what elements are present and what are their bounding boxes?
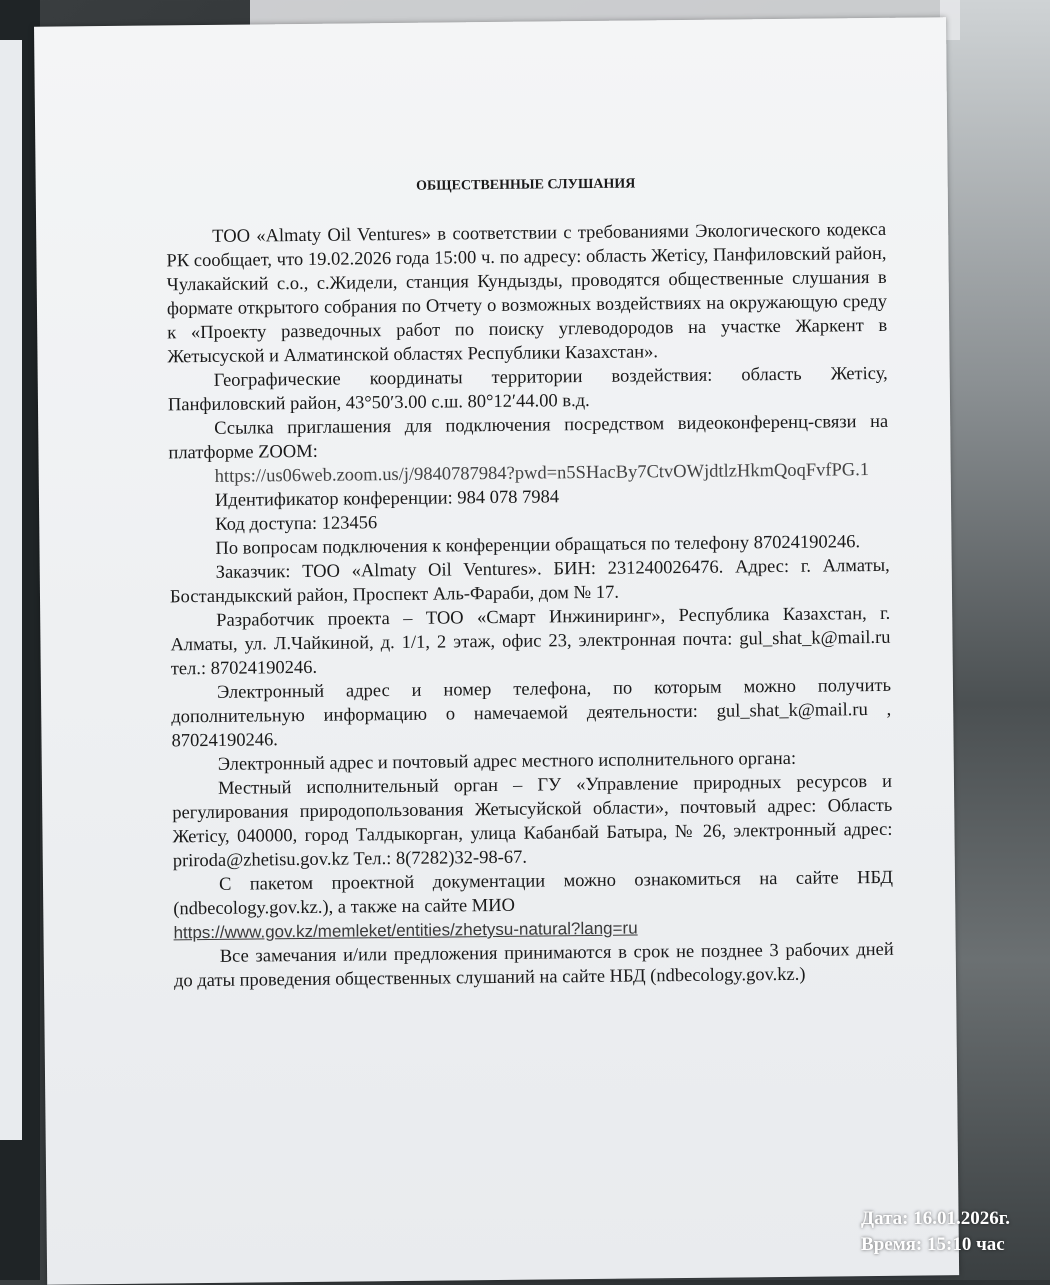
mio-link[interactable]: https://www.gov.kz/memleket/entities/zhetysu-natural?lang=ru (173, 918, 638, 943)
paragraph-coordinates: Географические координаты территории воздействия: область Жетісу, Панфиловский район, 43°50′3.00 с.ш. 80°12′44.00 в.д. (167, 363, 888, 416)
photo-timestamp (861, 1206, 1010, 1258)
paragraph-local-authority-header: Электронный адрес и почтовый адрес местного исполнительного органа: (217, 748, 797, 775)
adjacent-paper-edge (0, 40, 22, 1140)
stamp-date: Дата: 16.01.2026г. (861, 1208, 1010, 1229)
paragraph-local-authority: Местный исполнительный орган – ГУ «Управление природных ресурсов и регулирования природопользования Жетысуйской области», почтовый адрес: Область Жетісу, 040000, город Талдыкорган, улица Кабанбай Батыра, № 26, электронный адрес: priroda@zhetisu.gov.kz Тел.: 8(7282)32-98-67. (172, 771, 893, 872)
paragraph-documentation: С пакетом проектной документации можно ознакомиться на сайте НБД (ndbecology.gov.kz.), а также на сайте МИО (173, 867, 894, 920)
notice-title: ОБЩЕСТВЕННЫЕ СЛУШАНИЯ (416, 176, 636, 194)
conference-id: Идентификатор конференции: 984 078 7984 (214, 487, 560, 511)
paragraph-contact-phone: По вопросам подключения к конференции обращаться по телефону 87024190246. (215, 532, 861, 559)
zoom-link[interactable]: https://us06web.zoom.us/j/9840787984?pwd=n5SHacBy7CtvOWjdtlzHkmQoqFvfPG.1 (214, 460, 870, 487)
paragraph-additional-info: Электронный адрес и номер телефона, по которым можно получить дополнительную информацию о намечаемой деятельности: gul_shat_k@mail.ru , 87024190246. (171, 675, 892, 752)
paragraph-customer: Заказчик: ТОО «Almaty Oil Ventures». БИН: 231240026476. Адрес: г. Алматы, Бостандыкский район, Проспект Аль-Фараби, дом № 17. (169, 555, 890, 608)
access-code: Код доступа: 123456 (215, 513, 378, 535)
notice-paper (34, 17, 959, 1284)
paragraph-developer: Разработчик проекта – ТОО «Смарт Инжиниринг», Республика Казахстан, г. Алматы, ул. Л.Чайкиной, д. 1/1, 2 этаж, офис 23, электронная почта: gul_shat_k@mail.ru тел.: 87024190246. (170, 603, 891, 680)
paragraph-intro: ТОО «Almaty Oil Ventures» в соответствии с требованиями Экологического кодекса РК сообщает, что 19.02.2026 года 15:00 ч. по адресу: область Жетісу, Панфиловский район, Чулакайский с.о., с.Жидели, станция Кундызды, проводятся общественные слушания в формате открытого собрания по Отчету о возможных воздействиях на окружающую среду к «Проекту разведочных работ по поиску углеводородов на участке Жаркент в Жетысуской и Алматинской областях Республики Казахстан». (166, 219, 888, 368)
paragraph-zoom-invite: Ссылка приглашения для подключения посредством видеоконференц-связи на платформе ZOOM: (168, 411, 889, 464)
paragraph-closing: Все замечания и/или предложения принимаются в срок не позднее 3 рабочих дней до даты проведения общественных слушаний на сайте НБД (ndbecology.gov.kz.) (173, 939, 894, 992)
notice-content (166, 170, 895, 993)
stamp-time: Время: 15:10 час (861, 1234, 1005, 1255)
